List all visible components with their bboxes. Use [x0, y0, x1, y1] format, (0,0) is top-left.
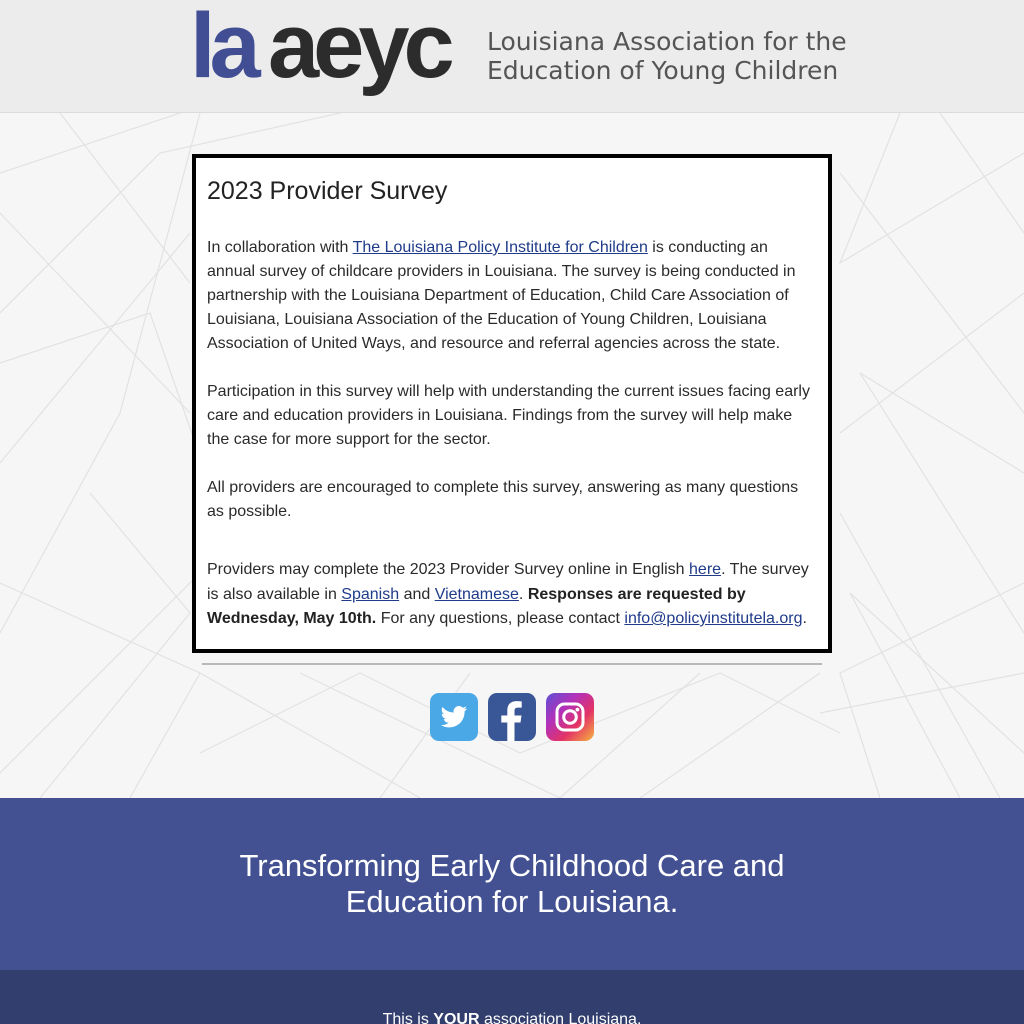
survey-title: 2023 Provider Survey: [207, 177, 448, 205]
laaeyc-logo[interactable]: [190, 0, 847, 102]
tagline-line2: Education for Louisiana.: [345, 884, 679, 919]
spanish-survey-link[interactable]: Spanish: [341, 585, 400, 603]
footer-text-2: association Louisiana.: [479, 1011, 642, 1024]
policy-institute-link[interactable]: The Louisiana Policy Institute for Children: [352, 239, 648, 256]
contact-email-link[interactable]: info@policyinstitutela.org: [624, 610, 803, 627]
twitter-icon[interactable]: [430, 693, 478, 741]
survey-links-paragraph: [207, 558, 816, 632]
logo-org-name: [487, 27, 847, 85]
intro-text-before: In collaboration with: [207, 239, 353, 256]
links-text-3: and: [399, 585, 435, 603]
survey-participation-paragraph: Participation in this survey will help with understanding the current issues facing early care and education providers in Louisiana. Findings from the survey will help make the case for more support for the sector.: [207, 383, 810, 448]
english-survey-link[interactable]: here: [689, 561, 722, 578]
intro-text-after: is conducting an annual survey of childcare providers in Louisiana. The survey is being conducted in partnership with the Louisiana Department of Education, Child Care Association of Louisiana, Louisiana Association of the Education of Young Children, Louisiana Association of United Ways, and resource and referral agencies across the state.: [207, 239, 796, 352]
logo-name-line1: Louisiana Association for the: [487, 27, 847, 56]
footer-text: [0, 1010, 1024, 1024]
links-text-1: Providers may complete the 2023 Provider Survey online in English: [207, 561, 690, 578]
footer-bold: YOUR: [433, 1011, 480, 1024]
deadline-text: Responses are requested by Wednesday, May 10th.: [207, 585, 746, 627]
footer-text-1: This is: [382, 1011, 434, 1024]
tagline-line1: Transforming Early Childhood Care and: [239, 848, 785, 883]
tagline-band: [0, 798, 1024, 970]
links-text-4: .: [518, 585, 528, 603]
tagline: [0, 848, 1024, 920]
survey-encourage-paragraph: All providers are encouraged to complete this survey, answering as many questions as possible.: [207, 479, 799, 520]
logo-mark-la: la: [190, 0, 255, 97]
links-text-2: . The survey is also available in: [207, 561, 809, 603]
instagram-icon[interactable]: [546, 693, 594, 741]
vietnamese-survey-link[interactable]: Vietnamese: [434, 585, 519, 603]
footer: [0, 970, 1024, 1024]
logo-name-line2: Education of Young Children: [487, 56, 839, 85]
logo-mark-aeyc: aeyc: [268, 0, 449, 97]
survey-intro-paragraph: [207, 236, 816, 356]
links-text-6: .: [802, 610, 807, 627]
divider: [202, 663, 822, 665]
facebook-icon[interactable]: [488, 693, 536, 741]
survey-box: [192, 154, 832, 653]
links-text-5: For any questions, please contact: [376, 610, 625, 627]
header: [0, 0, 1024, 113]
